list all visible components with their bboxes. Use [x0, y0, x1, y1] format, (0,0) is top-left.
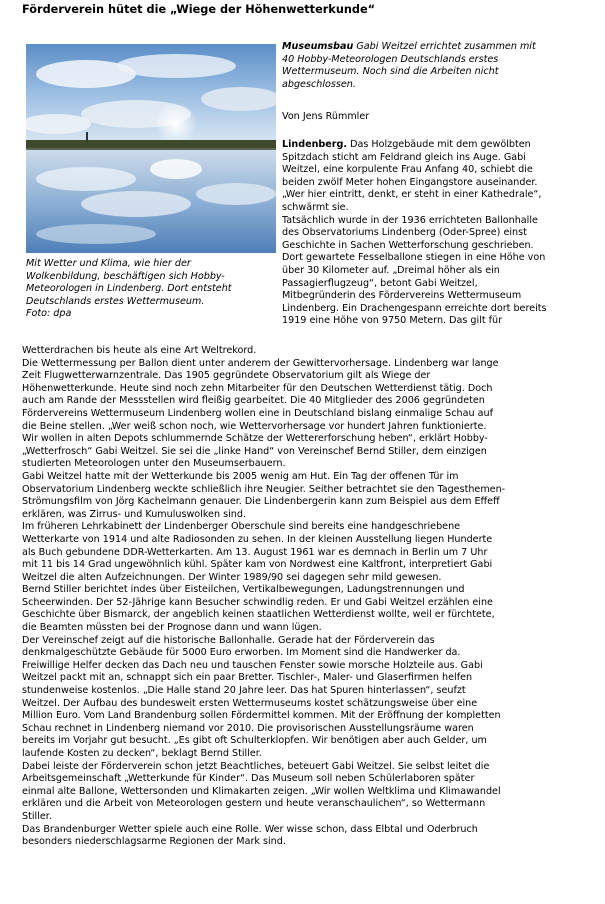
body-line: mit 11 bis 14 Grad ungewöhnlich kühl. Später kam von Nordwest eine Kaltfront, interpretiert Gabi — [22, 559, 493, 571]
body-line: Zeit Flugwetterwarnzentrale. Das 1905 gegründete Observatorium gilt als Wiege der — [22, 370, 431, 382]
body-line: 1919 eine Höhe von 9750 Metern. Das gilt für — [282, 315, 503, 327]
body-line: laufende Kosten zu decken“, beklagt Bernd Stiller. — [22, 748, 262, 759]
body-line: Geschichte über Bismarck, der angeblich keinen staatlichen Wetterdienst wollte, weil er fürchtete, — [22, 609, 495, 621]
body-line: Dabei leiste der Förderverein schon jetzt Beachtliches, beteuert Gabi Weitzel. Sie selbst leitet die — [22, 760, 490, 772]
body-line: Lindenberg. Ein Drachengespann erreichte dort bereits — [282, 302, 547, 314]
body-line: Schau rechnet in Lindenberg niemand vor 2010. Die provisorischen Ausstellungsräume waren — [22, 722, 474, 734]
body-line: Freiwillige Helfer decken das Dach neu und tauschen Fenster sowie morsche Holzteile aus. Gabi — [22, 659, 483, 671]
body-line: Weitzel, eine korpulente Frau Anfang 40, schiebt die — [282, 164, 533, 176]
body-line: Bernd Stiller berichtet indes über Eisteilchen, Vertikalbewegungen, Ladungstrennungen und — [22, 584, 465, 596]
body-line: Stiller. — [22, 810, 52, 822]
lead-label: Museumsbau — [282, 41, 354, 52]
body-line: „Wetterfrosch“ Gabi Weitzel. Sie sei die „linke Hand“ von Vereinschef Bernd Stiller, dem einzigen — [22, 445, 487, 457]
body-line: stundenweise kostenlos. „Die Halle stand 20 Jahre leer. Das hat Spuren hinterlassen“, seufzt — [22, 685, 466, 697]
body-line: Fördervereins Wettermuseum Lindenberg wollen eine in Deutschland bislang einmalige Schau auf — [22, 407, 493, 419]
body-line: Das Holzgebäude mit dem gewölbten — [347, 139, 531, 150]
body-line: Weitzel die alten Aufzeichnungen. Der Winter 1989/90 sei dagegen sehr mild gewesen. — [22, 571, 442, 583]
body-line: als Buch gebundene DDR-Wetterkarten. Am 13. August 1961 war es demnach in Berlin um 7 Uhr — [22, 546, 488, 558]
body-line: Geschichte in Sachen Wetterforschung geschrieben. — [282, 239, 534, 251]
body-line: Der Vereinschef zeigt auf die historische Ballonhalle. Gerade hat der Förderverein das — [22, 634, 435, 646]
body-line: schwärmt sie. — [282, 201, 349, 213]
body-line: Strömungsfilm von Jörg Kachelmann genauer. Die Lindenbergerin kann zum Beispiel aus dem Effeff — [22, 496, 500, 508]
body-line: auch am Rande der Messstellen wird fleißig gearbeitet. Die 40 Mitglieder des 2006 gegründeten — [22, 395, 485, 407]
body-line: Die Wettermessung per Ballon dient unter anderem der Gewittervorhersage. Lindenberg war lange — [22, 357, 499, 369]
body-line: besonders niederschlagsarme Regionen der Mark sind. — [22, 836, 286, 848]
body-line: Wir wollen in alten Depots schlummernde Schätze der Wettererforschung heben“, erklärt Hobby- — [22, 433, 488, 445]
body-line: Observatorium Lindenberg weckte schließlich ihre Neugier. Seither betrachtet sie den Tagesthemen- — [22, 483, 506, 495]
caption-line: Deutschlands erstes Wettermuseum. — [26, 295, 205, 307]
body-line: Arbeitsgemeinschaft „Wetterkunde für Kinder“. Das Museum soll neben Schülerlaboren später — [22, 773, 475, 785]
body-line: Gabi Weitzel hatte mit der Wetterkunde bis 2005 wenig am Hut. Ein Tag der offenen Tür im — [22, 470, 459, 482]
body-line: Tatsächlich wurde in der 1936 errichteten Ballonhalle — [282, 214, 538, 226]
body-line: Dort gewartete Fesselballone stiegen in eine Höhe von — [282, 252, 546, 264]
cloud-reflection-photo — [26, 44, 276, 253]
body-line: Höhenwetterkunde. Heute sind noch zehn Mitarbeiter für den Deutschen Wetterdienst tätig. Doch — [22, 382, 493, 394]
article-lead — [282, 41, 602, 91]
article-headline: Förderverein hütet die „Wiege der Höhenwetterkunde“ — [22, 3, 376, 16]
body-line: Spitzdach sticht am Feldrand gleich ins Auge. Gabi — [282, 151, 526, 163]
body-line: denkmalgeschützte Gebäude für 5000 Euro erworben. Im Moment sind die Handwerker da. — [22, 647, 461, 659]
lead-line: Wettermuseum. Noch sind die Arbeiten nicht — [282, 66, 499, 78]
body-line: Million Euro. Vom Land Brandenburg sollen Fördermittel kommen. Mit der Eröffnung der kompletten — [22, 710, 501, 722]
article-body-full-width — [22, 345, 604, 849]
article-body-column — [282, 139, 604, 328]
photo-caption — [26, 258, 276, 321]
body-line: die Beine stellen. „Wer weiß schon noch, wie Wettervorhersage vor hundert Jahren funktionierte. — [22, 420, 487, 432]
body-line: des Observatoriums Lindenberg (Oder-Spree) einst — [282, 227, 527, 239]
caption-line: Meteorologen in Lindenberg. Dort entsteht — [26, 283, 232, 295]
body-line: Wetterkarte von 1914 und alte Radiosonden zu sehen. In der kleinen Ausstellung liegen Hunderte — [22, 533, 493, 545]
photo-credit: Foto: dpa — [26, 308, 72, 320]
body-line: bereits im Vorjahr gut besucht. „Es gibt oft Schulterklopfen. Wir benötigen aber auch Gelder, um — [22, 735, 487, 747]
lead-line: abgeschlossen. — [282, 78, 356, 90]
article-author: Von Jens Rümmler — [282, 111, 370, 122]
lead-line: 40 Hobby-Meteorologen Deutschlands erstes — [282, 53, 499, 65]
body-line: Im früheren Lehrkabinett der Lindenberger Oberschule sind bereits eine handgeschriebene — [22, 521, 461, 533]
body-line: Passagierflugzeug“, betont Gabi Weitzel, — [282, 277, 478, 289]
body-line: Weitzel packt mit an, schnappt sich ein paar Bretter. Tischler-, Maler- und Glaserfirmen helfen — [22, 672, 473, 684]
body-line: Wetterdrachen bis heute als eine Art Weltrekord. — [22, 345, 257, 356]
body-line: Mitbegründerin des Fördervereins Wettermuseum — [282, 290, 522, 302]
body-line: erklären, was Zirrus- und Kumuluswolken sind. — [22, 508, 246, 520]
body-line: „Wer hier eintritt, denkt, er steht in einer Kathedrale“, — [282, 189, 542, 201]
caption-line: Wolkenbildung, beschäftigen sich Hobby- — [26, 270, 225, 282]
lead-line: Gabi Weitzel errichtet zusammen mit — [353, 41, 536, 52]
body-line: über 30 Kilometer auf. „Dreimal höher als ein — [282, 264, 500, 276]
caption-line: Mit Wetter und Klima, wie hier der — [26, 258, 191, 269]
body-line: Weitzel. Der Aufbau des bundesweit ersten Wettermuseums kostet schätzungsweise über eine — [22, 697, 478, 709]
body-line: Scheerwinden. Der 52-Jährige kann Besucher schwindlig reden. Er und Gabi Weitzel erzählen eine — [22, 596, 493, 608]
body-line: einmal alte Ballone, Wettersonden und Klimakarten zeigen. „Wir wollen Weltklima und Klimawandel — [22, 785, 501, 797]
body-line: studierten Meteorologen unter den Museumserbauern. — [22, 458, 286, 470]
body-line: beiden zwölf Meter hohen Eingangstore auseinander. — [282, 176, 538, 188]
body-line: die Beamten müssten bei der Prognose dann und wann lügen. — [22, 622, 322, 634]
body-line: erklären und die Arbeit von Meteorologen gestern und heute veranschaulichen“, so Wettermann — [22, 798, 486, 810]
body-line: Das Brandenburger Wetter spiele auch eine Rolle. Wer wisse schon, dass Elbtal und Oderbruch — [22, 823, 478, 835]
dateline: Lindenberg. — [282, 139, 348, 150]
